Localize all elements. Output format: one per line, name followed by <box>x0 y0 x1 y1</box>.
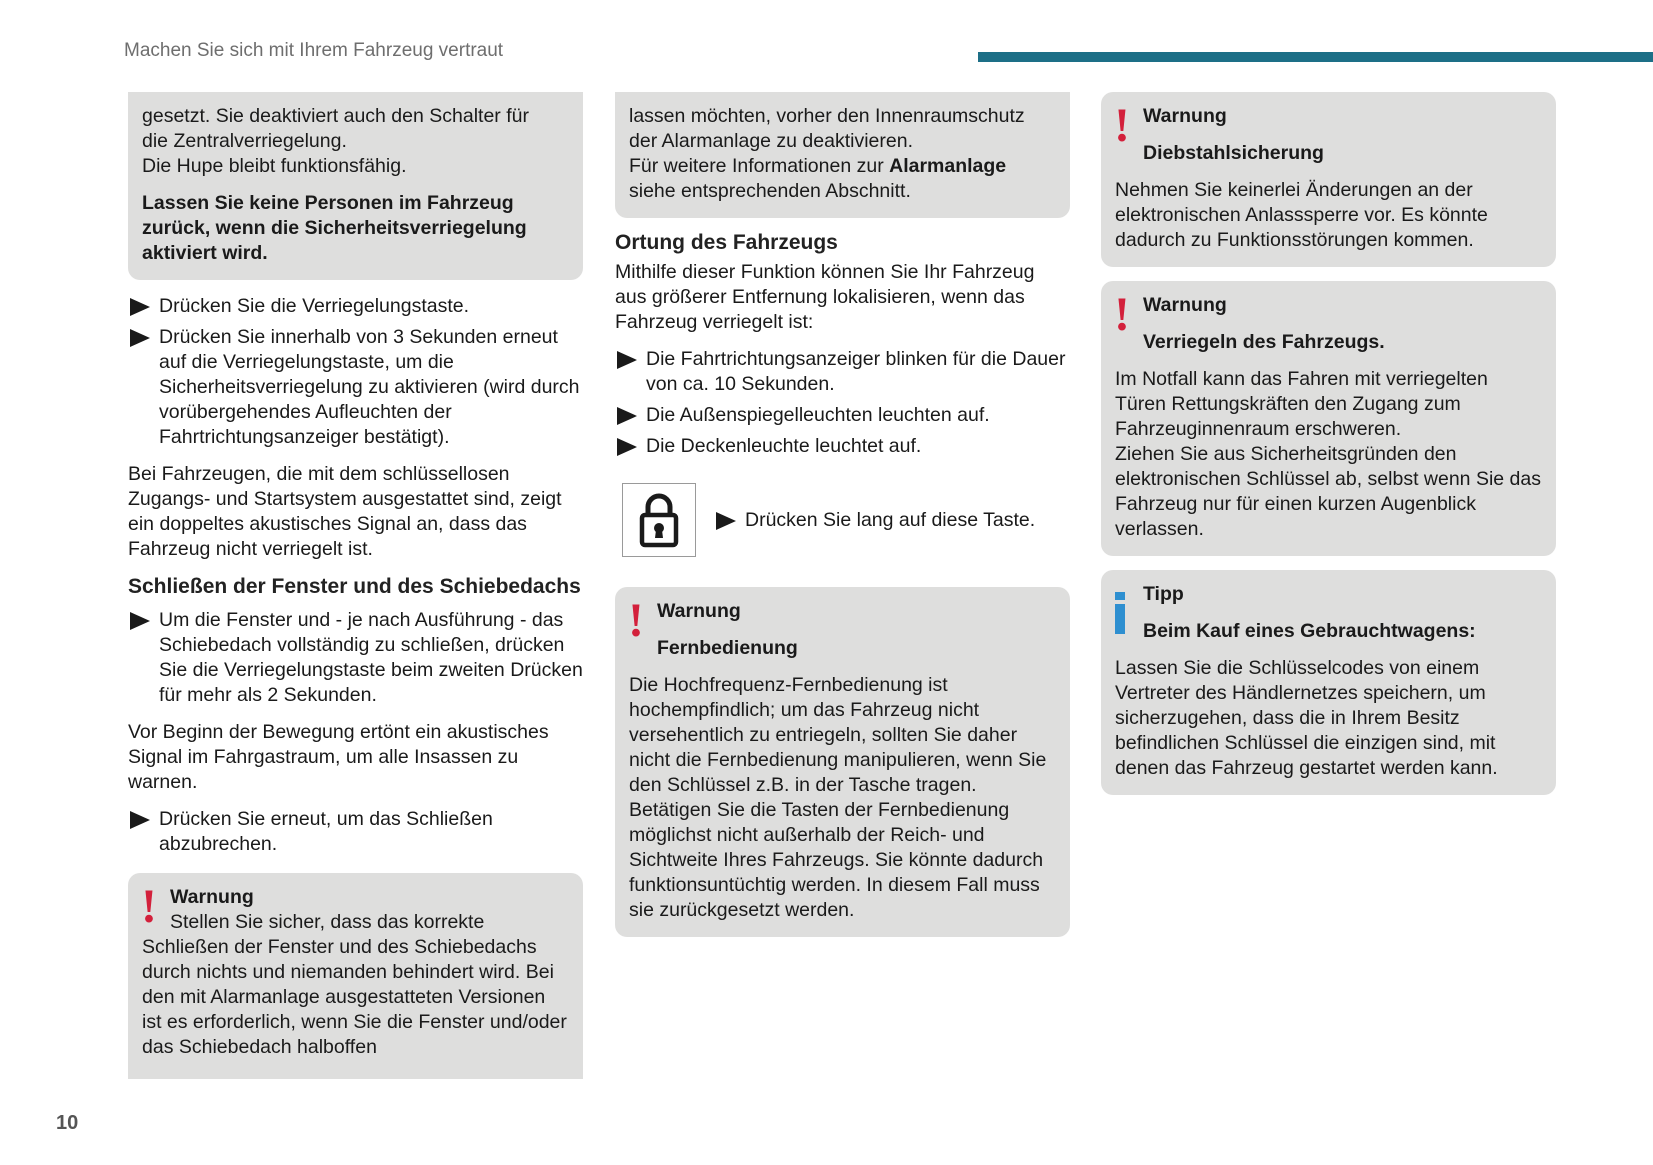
warning-header <box>1114 99 1542 166</box>
list-item-text: Die Deckenleuchte leuchtet auf. <box>646 435 922 457</box>
list-item <box>615 347 1070 397</box>
box-text-line: siehe entsprechenden Abschnitt. <box>629 180 911 202</box>
warning-subtitle: Fernbedienung <box>657 637 798 659</box>
list-item-text: Drücken Sie erneut, um das Schließen abzubrechen. <box>159 808 493 855</box>
list-item-text: Drücken Sie die Verriegelungstaste. <box>159 295 470 317</box>
warning-subtitle: Diebstahlsicherung <box>1143 142 1324 164</box>
list-item <box>714 508 1035 533</box>
warning-text: Stellen Sie sicher, dass das korrekte Schließen der Fenster und des Schiebedachs durch nichts und niemanden behindert wird. Bei den mit Alarmanlage ausgestatteten Versionen ist es erforderlich, wenn Sie die Fenster und/oder das Schiebedach halboffen <box>142 911 567 1058</box>
list-item <box>128 325 583 450</box>
tip-label: Tipp <box>1143 583 1184 605</box>
bullet-list <box>128 294 583 450</box>
section-heading-windows: Schließen der Fenster und des Schiebedachs <box>128 575 581 598</box>
list-item <box>615 434 1070 459</box>
box-text-prefix: Für weitere Informationen zur <box>629 155 890 177</box>
warning-header <box>1114 288 1542 355</box>
warning-text: Im Notfall kann das Fahren mit verriegelten Türen Rettungskräften den Zugang zum Fahrzeuginnenraum erschweren. <box>1115 368 1488 440</box>
bullet-list <box>128 608 583 708</box>
warning-box-theft <box>1101 92 1556 267</box>
column-1 <box>128 92 583 1079</box>
warning-exclamation-icon: ! <box>1114 288 1130 341</box>
bullet-list <box>128 807 583 857</box>
tip-subtitle: Beim Kauf eines Gebrauchtwagens: <box>1143 620 1476 642</box>
list-item-text: Die Außenspiegelleuchten leuchten auf. <box>646 404 990 426</box>
box-text-line: die Zentralverriegelung. <box>142 130 347 152</box>
triangle-bullet-icon <box>617 438 637 456</box>
list-item-text: Um die Fenster und - je nach Ausführung - das Schiebedach vollständig zu schließen, drücken Sie die Verriegelungstaste beim zweiten Drücken für mehr als 2 Sekunden. <box>159 609 583 706</box>
list-item-text: Drücken Sie innerhalb von 3 Sekunden erneut auf die Verriegelungstaste, um die Sicherheitsverriegelung zu aktivieren (wird durch vorübergehendes Aufleuchten der Fahrtrichtungsanzeiger bestätigt). <box>159 326 580 448</box>
triangle-bullet-icon <box>716 512 736 530</box>
info-icon <box>1115 592 1125 632</box>
paragraph-acoustic-signal: Vor Beginn der Bewegung ertönt ein akustisches Signal im Fahrgastraum, um alle Insassen zu warnen. <box>128 721 549 793</box>
warning-text: Die Hochfrequenz-Fernbedienung ist hochempfindlich; um das Fahrzeug nicht versehentlich zu entriegeln, sollten Sie daher nicht die Fernbedienung manipulieren, wenn Sie den Schlüssel z.B. in der Tasche tragen. Betätigen Sie die Tasten der Fernbedienung möglichst nicht außerhalb der Reich- und Sichtweite Ihres Fahrzeugs. Sie könnte dadurch funktionsuntüchtig werden. In diesem Fall muss sie zurückgesetzt werden. <box>629 674 1047 921</box>
warning-exclamation-icon: ! <box>1114 99 1130 152</box>
list-item <box>615 403 1070 428</box>
warning-label: Warnung <box>170 886 254 908</box>
box-text-line: lassen möchten, vorher den Innenraumschutz <box>629 105 1025 127</box>
continued-warning-box <box>128 92 583 280</box>
warning-header <box>628 594 1056 661</box>
triangle-bullet-icon <box>130 329 150 347</box>
warning-box-windows <box>128 873 583 1079</box>
continued-warning-box <box>615 92 1070 218</box>
warning-exclamation-icon: ! <box>141 880 157 933</box>
triangle-bullet-icon <box>617 407 637 425</box>
padlock-key-icon <box>622 483 696 557</box>
section-heading-locate: Ortung des Fahrzeugs <box>615 231 838 254</box>
list-item <box>128 807 583 857</box>
warning-label: Warnung <box>657 600 741 622</box>
alarm-reference: Alarmanlage <box>889 155 1007 177</box>
box-text-line <box>629 154 1056 179</box>
list-item <box>128 294 583 319</box>
warning-text: Nehmen Sie keinerlei Änderungen an der elektronischen Anlasssperre vor. Es könnte dadurch zu Funktionsstörungen kommen. <box>1115 179 1488 251</box>
key-instruction-row <box>622 483 1070 557</box>
box-text-line: der Alarmanlage zu deaktivieren. <box>629 130 913 152</box>
warning-text: Ziehen Sie aus Sicherheitsgründen den elektronischen Schlüssel ab, selbst wenn Sie das Fahrzeug nur für einen kurzen Augenblick verlassen. <box>1115 443 1541 540</box>
warning-subtitle: Verriegeln des Fahrzeugs. <box>1143 331 1385 353</box>
tip-text: Lassen Sie die Schlüsselcodes von einem Vertreter des Händlernetzes speichern, um sicherzugehen, dass die in Ihrem Besitz befindlichen Schlüssel die einzigen sind, mit denen das Fahrzeug gestartet werden kann. <box>1115 657 1498 779</box>
list-item-text: Die Fahrtrichtungsanzeiger blinken für die Dauer von ca. 10 Sekunden. <box>646 348 1066 395</box>
paragraph-locate: Mithilfe dieser Funktion können Sie Ihr Fahrzeug aus größerer Entfernung lokalisieren, wenn das Fahrzeug verriegelt ist: <box>615 261 1035 333</box>
triangle-bullet-icon <box>617 351 637 369</box>
column-2 <box>615 92 1070 951</box>
page-number: 10 <box>56 1112 79 1134</box>
bold-safety-note: Lassen Sie keine Personen im Fahrzeug zurück, wenn die Sicherheitsverriegelung aktiviert wird. <box>142 192 527 264</box>
triangle-bullet-icon <box>130 298 150 316</box>
warning-box-remote <box>615 587 1070 937</box>
list-item-text: Drücken Sie lang auf diese Taste. <box>745 508 1036 531</box>
triangle-bullet-icon <box>130 811 150 829</box>
warning-label: Warnung <box>1143 294 1227 316</box>
column-3 <box>1101 92 1556 809</box>
tip-box-used-car <box>1101 570 1556 795</box>
warning-exclamation-icon: ! <box>628 594 644 647</box>
warning-box-locking <box>1101 281 1556 556</box>
bullet-list <box>615 347 1070 459</box>
tip-header <box>1115 582 1542 644</box>
warning-label: Warnung <box>1143 105 1227 127</box>
page-header-title: Machen Sie sich mit Ihrem Fahrzeug vertraut <box>124 40 504 61</box>
header-accent-bar <box>978 52 1653 62</box>
list-item <box>128 608 583 708</box>
box-text-line: Die Hupe bleibt funktionsfähig. <box>142 155 407 177</box>
box-text-line: gesetzt. Sie deaktiviert auch den Schalter für <box>142 105 529 127</box>
paragraph-keyless: Bei Fahrzeugen, die mit dem schlüssellosen Zugangs- und Startsystem ausgestattet sind, zeigt ein doppeltes akustisches Signal an, dass das Fahrzeug nicht verriegelt ist. <box>128 463 562 560</box>
warning-header <box>141 880 569 933</box>
triangle-bullet-icon <box>130 612 150 630</box>
